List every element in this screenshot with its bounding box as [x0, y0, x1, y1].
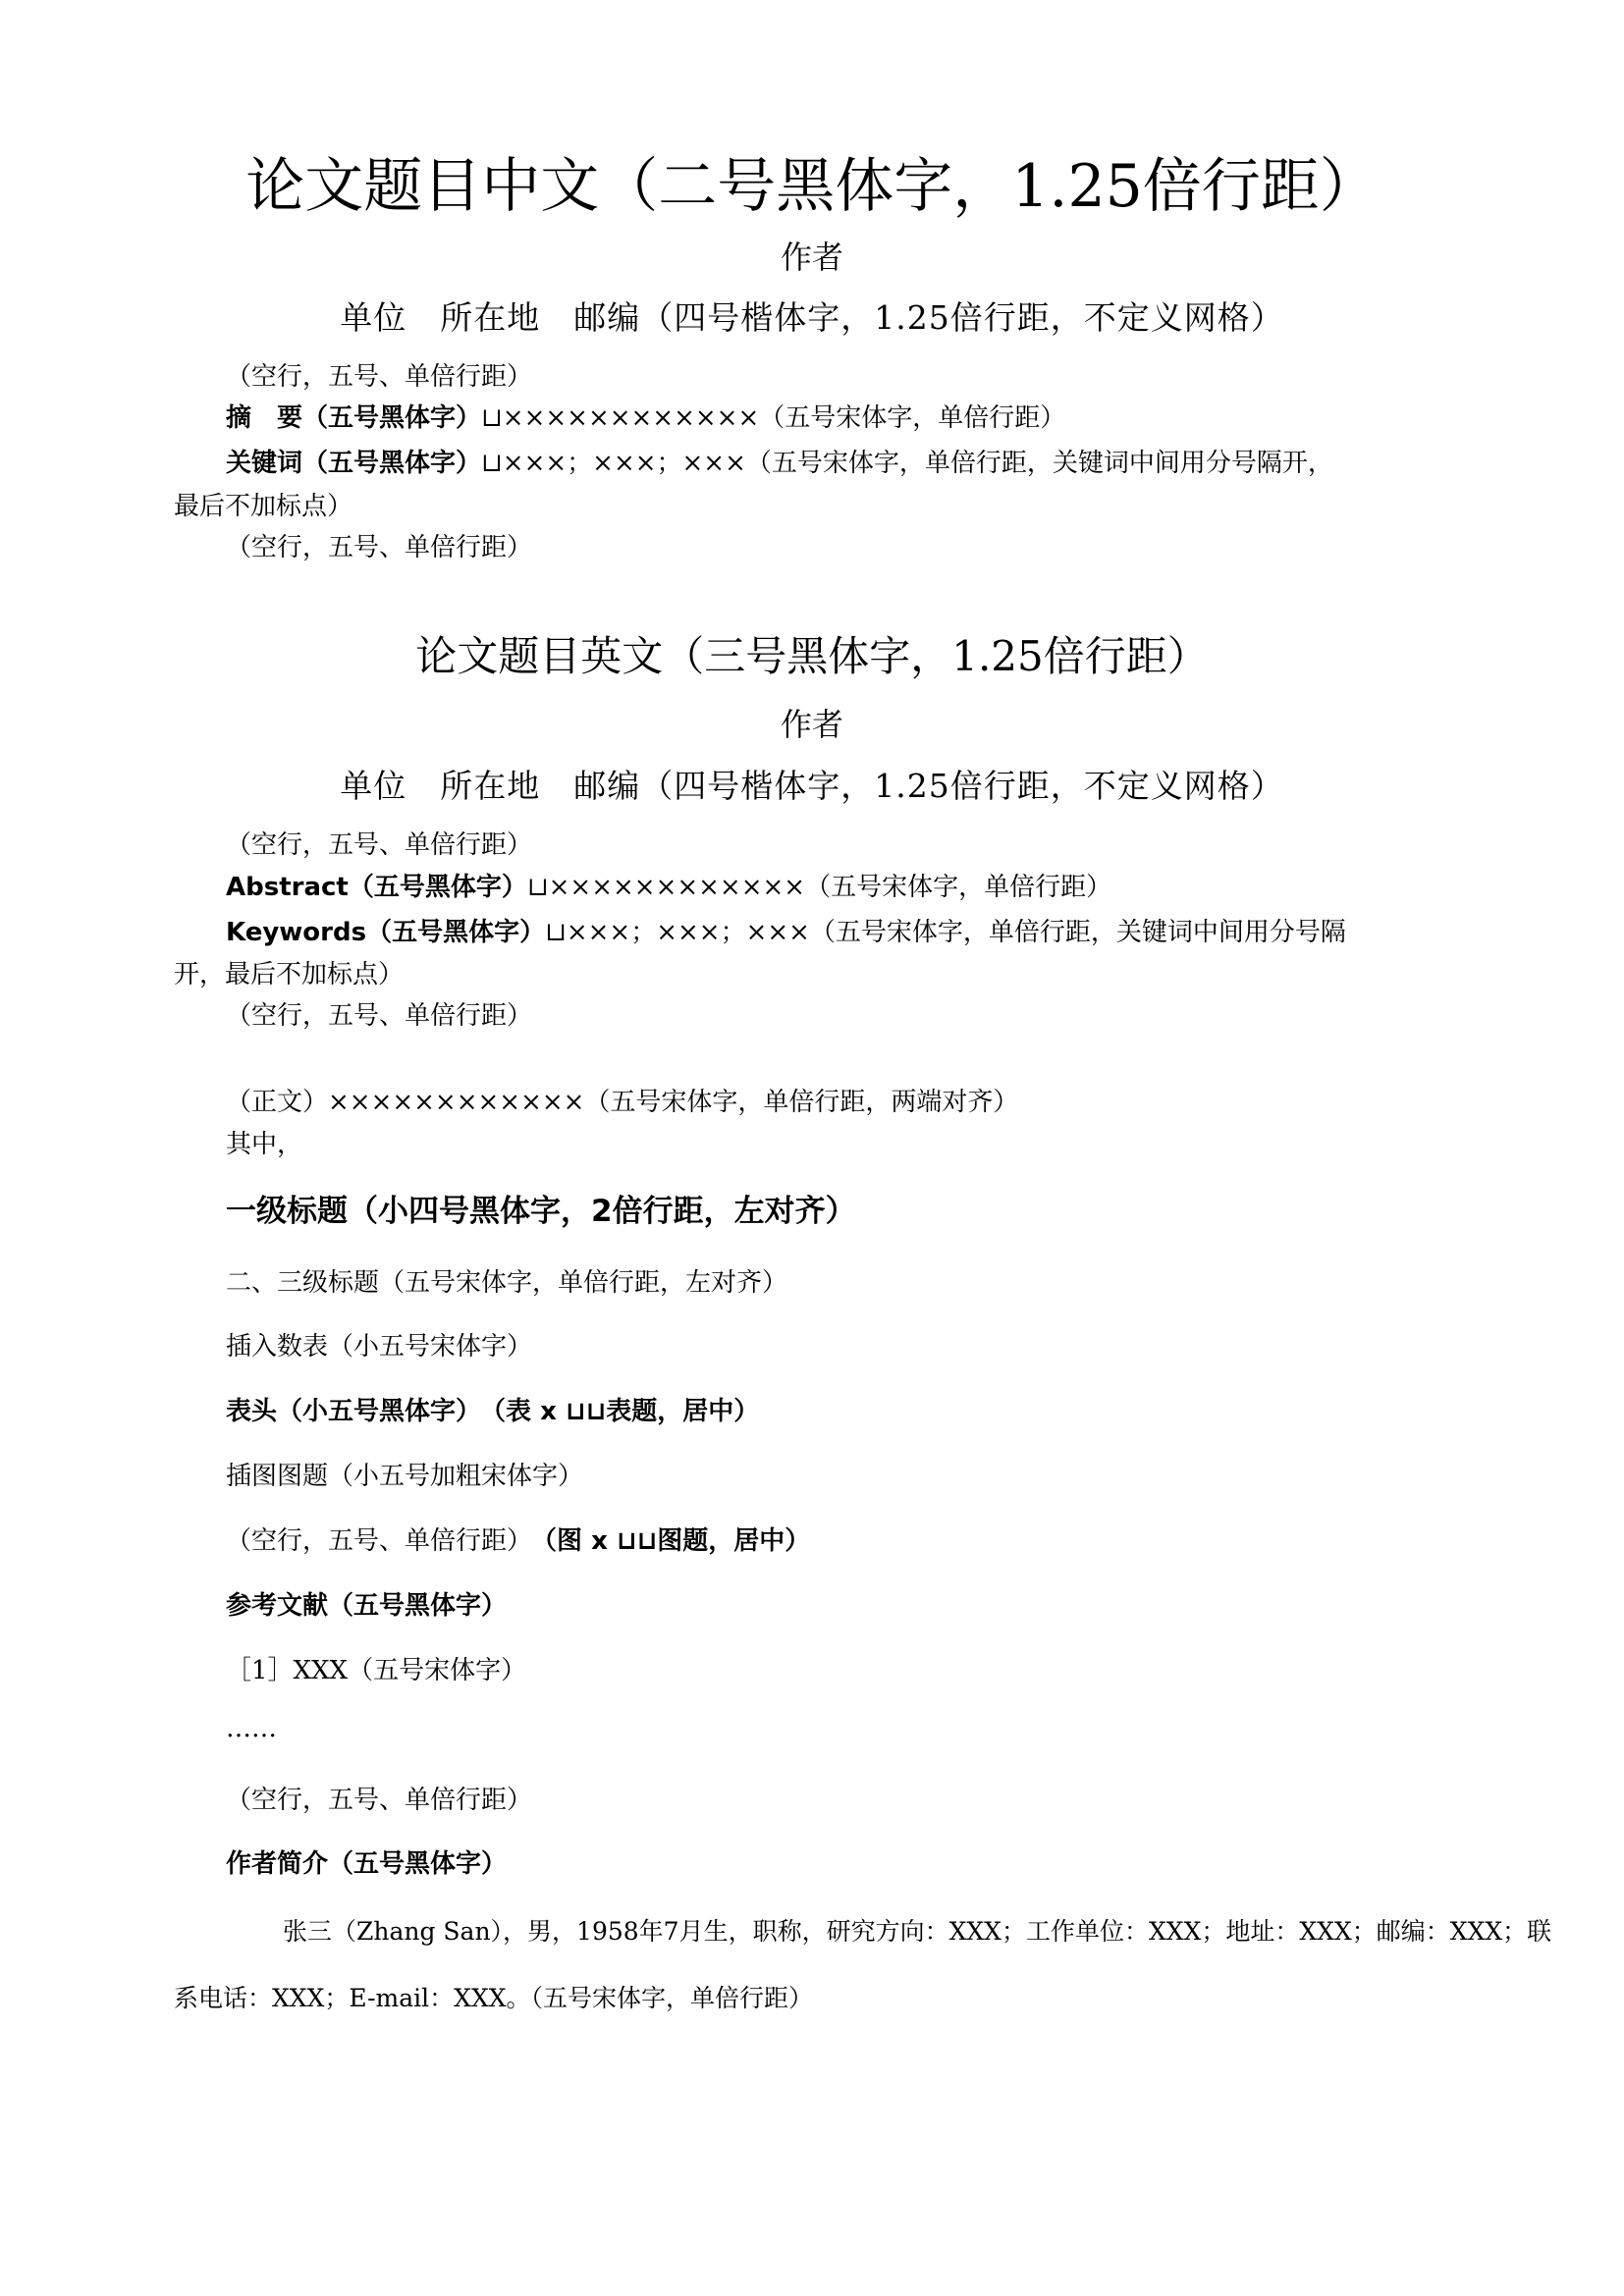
- cn-keywords-text: ⊔×××；×××；×××（五号宋体字，单倍行距，关键词中间用分号隔开，: [481, 449, 1333, 478]
- table-head-line: [226, 1399, 759, 1424]
- cn-abstract-label: 摘 要（五号黑体字）: [226, 403, 482, 433]
- english-author: 作者: [780, 706, 843, 743]
- cn-blank-line-2: （空行，五号、单倍行距）: [226, 533, 533, 562]
- reference-ellipsis: ……: [226, 1714, 277, 1743]
- main-text-line: （正文）××××××××××××（五号宋体字，单倍行距，两端对齐）: [226, 1088, 1019, 1117]
- author-bio-line-2: 系电话：XXX；E-mail：XXX。（五号宋体字，单倍行距）: [174, 1984, 814, 2012]
- cn-keywords-label: 关键词（五号黑体字）: [226, 449, 482, 478]
- table-head-note: （表 x ⊔⊔表题，居中）: [493, 1397, 760, 1426]
- author-bio-line-1: 张三（Zhang San），男，1958年7月生，职称，研究方向：XXX；工作单位：XXX；地址：XXX；邮编：XXX；联: [283, 1917, 1552, 1946]
- author-bio-heading: 作者简介（五号黑体字）: [226, 1849, 508, 1879]
- en-keywords: [226, 920, 1346, 945]
- en-abstract-text: ⊔××××××××××××（五号宋体字，单倍行距）: [526, 873, 1112, 902]
- table-head-label: 表头（小五号黑体字）: [226, 1397, 482, 1426]
- english-affiliation: 单位 所在地 邮编（四号楷体字，1.25倍行距，不定义网格）: [340, 767, 1284, 805]
- references-heading: 参考文献（五号黑体字）: [226, 1591, 508, 1621]
- en-keywords-text: ⊔×××；×××；×××（五号宋体字，单倍行距，关键词中间用分号隔: [545, 918, 1346, 947]
- en-blank-line-1: （空行，五号、单倍行距）: [226, 830, 533, 860]
- en-keywords-label: Keywords（五号黑体字）: [226, 918, 546, 947]
- figure-title-line: 插图图题（小五号加粗宋体字）: [226, 1462, 584, 1491]
- cn-keywords: [226, 451, 1333, 476]
- blank-line-3: （空行，五号、单倍行距）: [226, 1786, 533, 1815]
- chinese-affiliation: 单位 所在地 邮编（四号楷体字，1.25倍行距，不定义网格）: [340, 298, 1284, 337]
- cn-abstract: [226, 405, 1065, 431]
- cn-abstract-text: ⊔××××××××××××（五号宋体字，单倍行距）: [481, 403, 1066, 433]
- en-abstract: [226, 875, 1111, 900]
- heading-level-1: 一级标题（小四号黑体字，2倍行距，左对齐）: [226, 1194, 856, 1229]
- cn-blank-line-1: （空行，五号、单倍行距）: [226, 362, 533, 392]
- qizhong-line: 其中，: [226, 1130, 303, 1159]
- chinese-title: 论文题目中文（二号黑体字，1.25倍行距）: [245, 152, 1379, 221]
- en-keywords-continued: 开，最后不加标点）: [174, 960, 405, 989]
- figure-note: （图 x ⊔⊔图题，居中）: [544, 1526, 811, 1556]
- reference-item-1: ［1］XXX（五号宋体字）: [226, 1656, 527, 1685]
- figure-note-line: [226, 1528, 810, 1554]
- cn-keywords-continued: 最后不加标点）: [174, 492, 353, 521]
- insert-table-line: 插入数表（小五号宋体字）: [226, 1332, 533, 1362]
- english-title: 论文题目英文（三号黑体字，1.25倍行距）: [415, 632, 1209, 680]
- en-blank-line-2: （空行，五号、单倍行距）: [226, 1001, 533, 1031]
- figure-blank: （空行，五号、单倍行距）: [226, 1526, 533, 1556]
- heading-level-2-3: 二、三级标题（五号宋体字，单倍行距，左对齐）: [226, 1268, 788, 1298]
- chinese-author: 作者: [780, 239, 843, 276]
- en-abstract-label: Abstract（五号黑体字）: [226, 873, 527, 902]
